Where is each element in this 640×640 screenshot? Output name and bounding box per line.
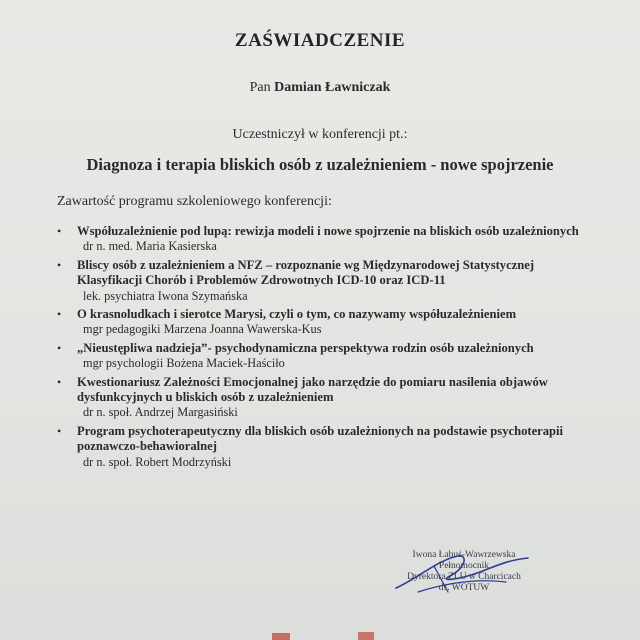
conference-title: Diagnoza i terapia bliskich osób z uzależnieniem - nowe spojrzenie [86, 155, 554, 174]
lecture-item [55, 375, 595, 421]
certificate-title: ZAŚWIADCZENIE [234, 30, 406, 51]
bullet-icon: • [57, 340, 62, 355]
lecture-item [55, 224, 595, 255]
lecture-item [55, 307, 595, 338]
lecture-title: O krasnoludkach i sierotce Marysi, czyli o tym, co nazywamy współuzależnieniem [77, 307, 517, 322]
recipient-name: Damian Ławniczak [274, 80, 391, 95]
lecture-title: Współuzależnienie pod lupą: rewizja modeli i nowe spojrzenie na bliskich osób uzależnionych [77, 224, 579, 238]
recipient-line [0, 80, 640, 96]
signature-org: Dyrektora ZLU w Charcicach [407, 572, 521, 582]
bullet-icon: • [57, 257, 62, 272]
lecture-speaker: dr n. społ. Robert Modrzyński [83, 454, 232, 469]
bullet-icon: • [57, 423, 62, 438]
lecture-list [55, 224, 595, 473]
bullet-icon: • [57, 224, 62, 238]
lecture-speaker: mgr psychologii Bożena Maciek-Haściło [83, 356, 285, 371]
signature-block [394, 550, 534, 594]
lecture-speaker: lek. psychiatra Iwona Szymańska [83, 288, 248, 303]
lecture-item [55, 341, 595, 372]
recipient-prefix: Pan [249, 80, 271, 95]
red-seal-mark [268, 630, 378, 640]
lecture-title: Program psychoterapeutyczny dla bliskich osób uzależnionych na podstawie psychoterapii poznawczo-behawioralnej [77, 423, 564, 454]
signature-dept: ds. WOTUW [438, 583, 490, 593]
lecture-title: „Nieustępliwa nadzieja”- psychodynamiczna perspektywa rodzin osób uzależnionych [77, 340, 534, 355]
bullet-icon: • [57, 307, 62, 322]
lecture-title: Bliscy osób z uzależnieniem a NFZ – rozpoznanie wg Międzynarodowej Statystycznej Klasyfikacji Chorób i Problemów Zdrowotnych ICD-10 oraz ICD-11 [77, 257, 535, 288]
lecture-speaker: dr n. społ. Andrzej Margasiński [83, 405, 238, 420]
lecture-item [55, 258, 595, 304]
lecture-item [55, 424, 595, 470]
lecture-speaker: mgr pedagogiki Marzena Joanna Wawerska-Kus [83, 322, 322, 337]
signature-role: Pełnomocnik [438, 561, 490, 571]
signature-name: Iwona Łabuś-Wawrzewska [412, 550, 516, 560]
lecture-title: Kwestionariusz Zależności Emocjonalnej jako narzędzie do pomiaru nasilenia objawów dysfunkcyjnych u bliskich osób z uzależnieniem [77, 374, 548, 405]
participation-text: Uczestniczył w konferencji pt.: [232, 127, 408, 142]
program-label: Zawartość programu szkoleniowego konferencji: [57, 194, 332, 209]
lecture-speaker: dr n. med. Maria Kasierska [83, 239, 217, 254]
bullet-icon: • [57, 374, 62, 389]
